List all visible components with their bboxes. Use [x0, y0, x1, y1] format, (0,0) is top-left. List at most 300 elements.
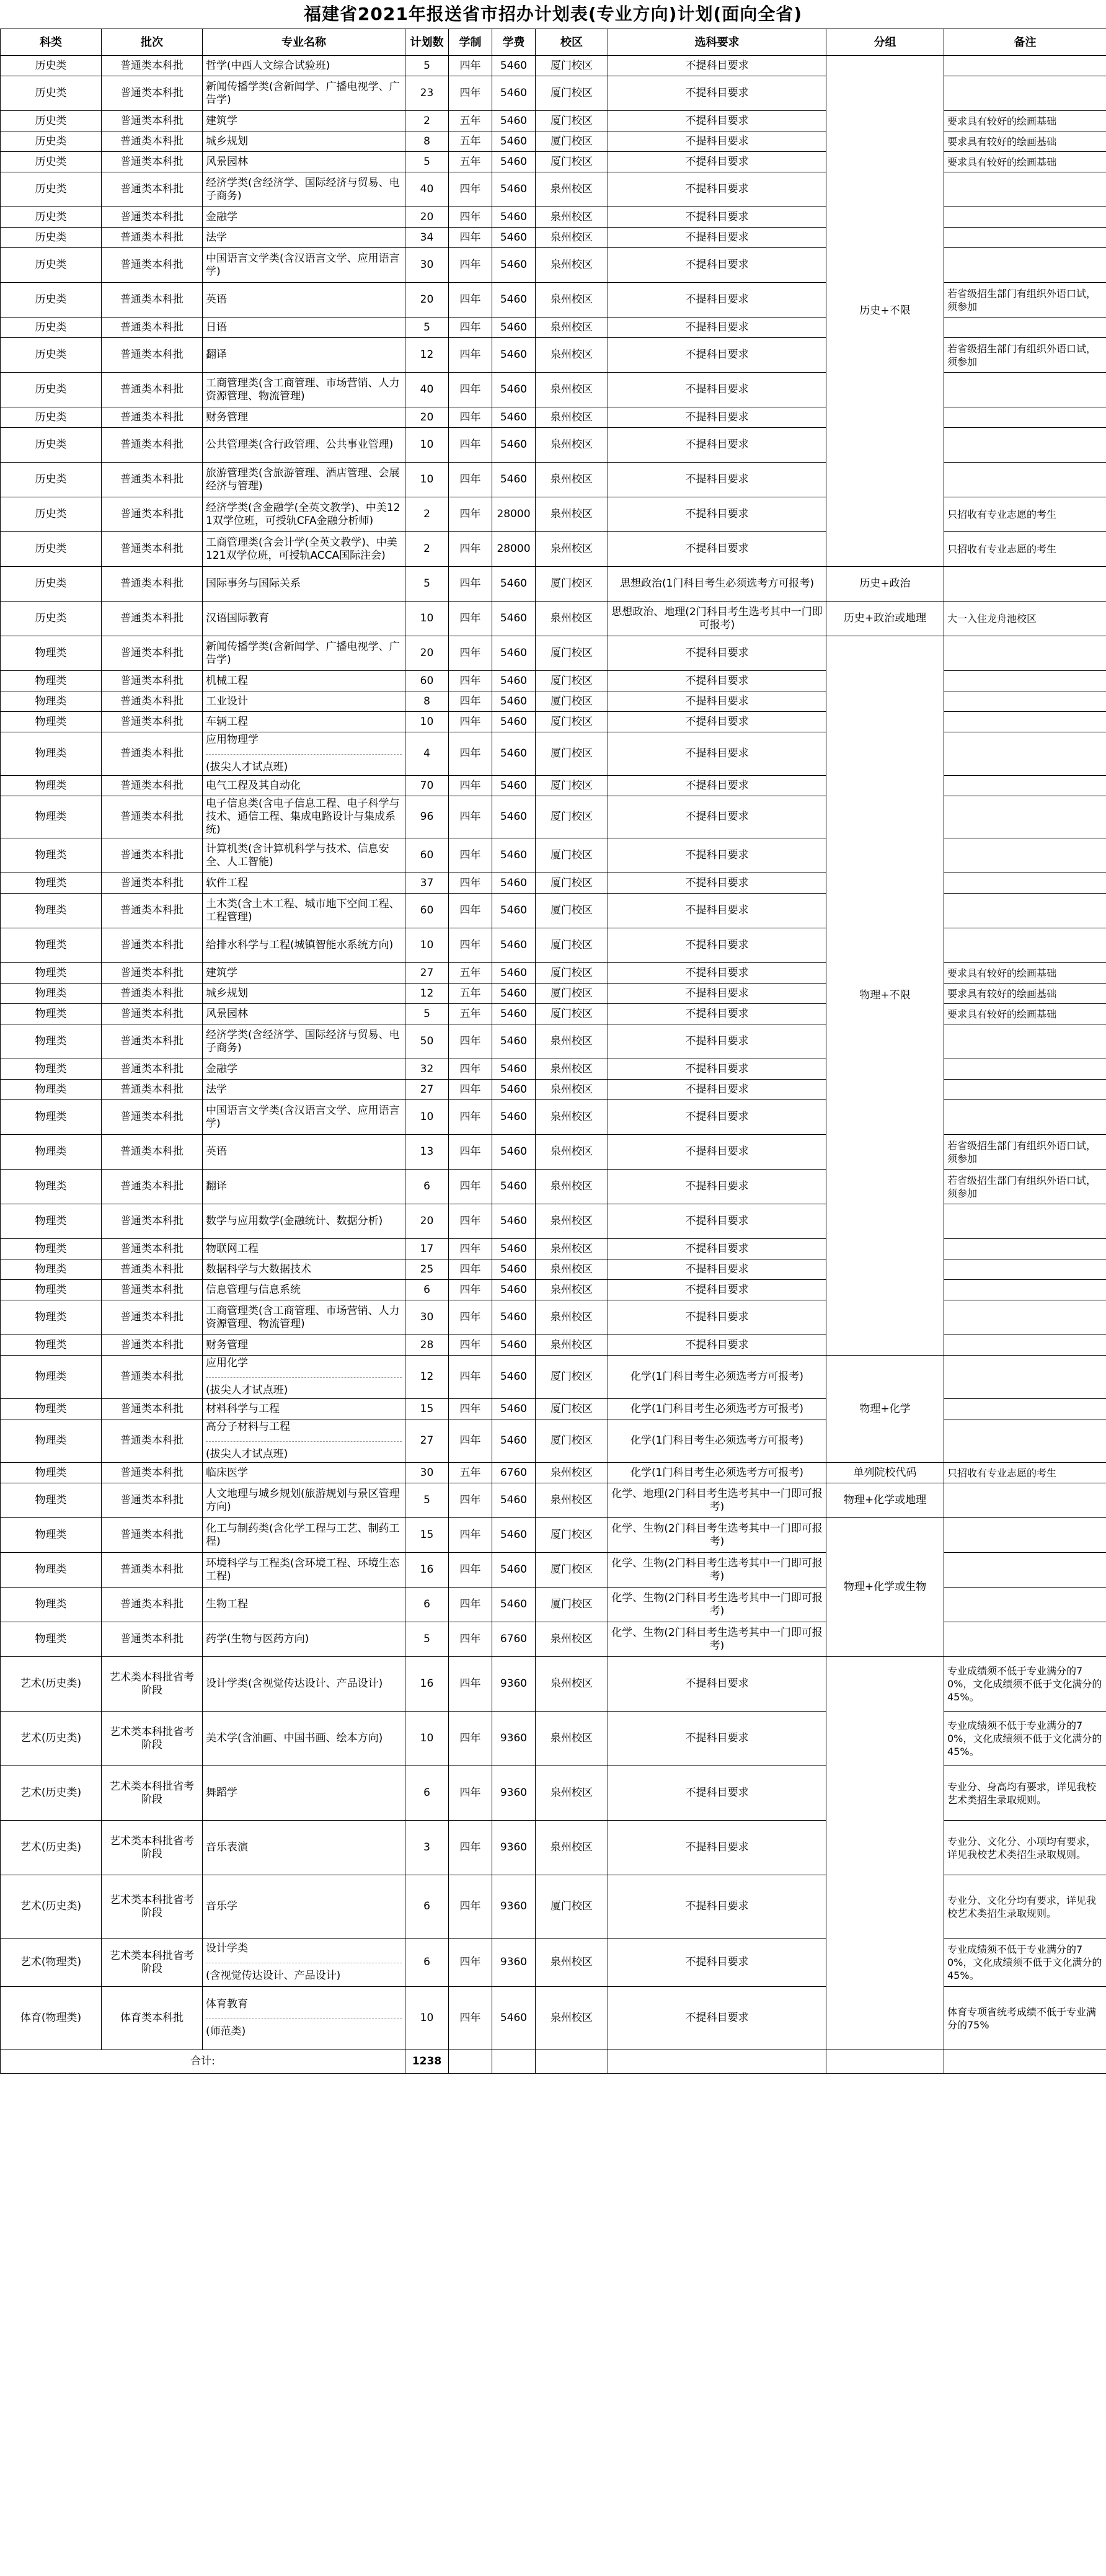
category-cell: 历史类 [1, 338, 102, 373]
remark-cell: 专业成绩须不低于专业满分的70%，文化成绩须不低于文化满分的45%。 [944, 1712, 1106, 1766]
remark-cell [944, 373, 1106, 407]
duration-cell: 四年 [449, 712, 492, 732]
plan-count-cell: 23 [405, 76, 449, 111]
campus-cell: 厦门校区 [536, 152, 608, 172]
table-row [1, 567, 1106, 602]
duration-cell: 四年 [449, 894, 492, 928]
tuition-cell: 5460 [492, 1588, 536, 1622]
table-row [1, 1657, 1106, 1712]
duration-cell: 四年 [449, 1135, 492, 1170]
duration-cell: 四年 [449, 1987, 492, 2050]
plan-count-cell: 16 [405, 1553, 449, 1588]
category-cell: 物理类 [1, 1419, 102, 1463]
subject-req-cell: 不提科目要求 [608, 283, 826, 318]
batch-cell: 普通类本科批 [102, 111, 203, 131]
major-cell: 工商管理类(含会计学(全英文教学)、中美121双学位班，可授轨ACCA国际注会) [203, 532, 405, 567]
plan-count-cell: 6 [405, 1939, 449, 1987]
batch-cell: 普通类本科批 [102, 838, 203, 873]
campus-cell: 厦门校区 [536, 76, 608, 111]
batch-cell: 普通类本科批 [102, 1080, 203, 1100]
duration-cell: 四年 [449, 1399, 492, 1419]
group-cell: 历史+政治或地理 [826, 602, 944, 636]
plan-count-cell: 30 [405, 248, 449, 283]
batch-cell: 普通类本科批 [102, 152, 203, 172]
category-cell: 历史类 [1, 567, 102, 602]
remark-cell [944, 838, 1106, 873]
remark-cell: 专业成绩须不低于专业满分的70%，文化成绩须不低于文化满分的45%。 [944, 1657, 1106, 1712]
batch-cell: 普通类本科批 [102, 497, 203, 532]
campus-cell: 厦门校区 [536, 56, 608, 76]
major-cell: 建筑学 [203, 111, 405, 131]
tuition-cell: 5460 [492, 691, 536, 712]
remark-cell [944, 76, 1106, 111]
plan-count-cell: 10 [405, 602, 449, 636]
campus-cell: 厦门校区 [536, 796, 608, 838]
remark-cell [944, 796, 1106, 838]
batch-cell: 艺术类本科批省考阶段 [102, 1875, 203, 1939]
plan-count-cell: 12 [405, 338, 449, 373]
remark-cell [944, 928, 1106, 963]
subject-req-cell: 不提科目要求 [608, 152, 826, 172]
campus-cell: 厦门校区 [536, 838, 608, 873]
batch-cell: 体育类本科批 [102, 1987, 203, 2050]
duration-cell: 四年 [449, 207, 492, 228]
category-cell: 历史类 [1, 318, 102, 338]
batch-cell: 普通类本科批 [102, 1135, 203, 1170]
plan-count-cell: 10 [405, 928, 449, 963]
major-cell: 经济学类(含经济学、国际经济与贸易、电子商务) [203, 1024, 405, 1059]
major-cell: 翻译 [203, 338, 405, 373]
duration-cell: 四年 [449, 407, 492, 428]
group-cell [826, 1657, 944, 2050]
category-cell: 艺术(历史类) [1, 1875, 102, 1939]
campus-cell: 厦门校区 [536, 1875, 608, 1939]
category-cell: 物理类 [1, 691, 102, 712]
remark-cell [944, 1553, 1106, 1588]
category-cell: 历史类 [1, 248, 102, 283]
header-cell: 学费 [492, 29, 536, 56]
duration-cell: 四年 [449, 1712, 492, 1766]
subject-req-cell: 不提科目要求 [608, 1766, 826, 1821]
category-cell: 物理类 [1, 636, 102, 671]
duration-cell: 四年 [449, 1766, 492, 1821]
tuition-cell: 5460 [492, 963, 536, 984]
duration-cell: 四年 [449, 1821, 492, 1875]
major-cell: 金融学 [203, 207, 405, 228]
category-cell: 物理类 [1, 1356, 102, 1399]
plan-count-cell: 50 [405, 1024, 449, 1059]
campus-cell: 厦门校区 [536, 776, 608, 796]
batch-cell: 普通类本科批 [102, 602, 203, 636]
campus-cell: 厦门校区 [536, 732, 608, 776]
campus-cell: 厦门校区 [536, 1518, 608, 1553]
category-cell: 物理类 [1, 1024, 102, 1059]
duration-cell: 四年 [449, 1483, 492, 1518]
campus-cell: 厦门校区 [536, 1588, 608, 1622]
plan-count-cell: 40 [405, 172, 449, 207]
major-cell [203, 1419, 405, 1463]
duration-cell: 四年 [449, 776, 492, 796]
duration-cell: 四年 [449, 1356, 492, 1399]
batch-cell: 艺术类本科批省考阶段 [102, 1766, 203, 1821]
remark-cell: 专业分、文化分均有要求，详见我校艺术类招生录取规则。 [944, 1875, 1106, 1939]
major-cell: 音乐学 [203, 1875, 405, 1939]
remark-cell [944, 228, 1106, 248]
duration-cell: 四年 [449, 463, 492, 497]
subject-req-cell: 不提科目要求 [608, 111, 826, 131]
campus-cell: 厦门校区 [536, 131, 608, 152]
plan-count-cell: 2 [405, 532, 449, 567]
duration-cell: 四年 [449, 1518, 492, 1553]
duration-cell: 四年 [449, 1170, 492, 1204]
group-cell: 物理+不限 [826, 636, 944, 1356]
major-cell: 生物工程 [203, 1588, 405, 1622]
batch-cell: 普通类本科批 [102, 1356, 203, 1399]
plan-count-cell: 16 [405, 1657, 449, 1712]
tuition-cell: 9360 [492, 1712, 536, 1766]
duration-cell: 四年 [449, 56, 492, 76]
tuition-cell: 5460 [492, 407, 536, 428]
major-cell: 经济学类(含经济学、国际经济与贸易、电子商务) [203, 172, 405, 207]
tuition-cell: 5460 [492, 463, 536, 497]
campus-cell: 厦门校区 [536, 712, 608, 732]
plan-count-cell: 27 [405, 963, 449, 984]
remark-cell: 专业成绩须不低于专业满分的70%，文化成绩须不低于文化满分的45%。 [944, 1939, 1106, 1987]
major-cell: 法学 [203, 1080, 405, 1100]
remark-cell: 专业分、身高均有要求，详见我校艺术类招生录取规则。 [944, 1766, 1106, 1821]
campus-cell: 泉州校区 [536, 1821, 608, 1875]
remark-cell: 只招收有专业志愿的考生 [944, 1463, 1106, 1483]
tuition-cell: 5460 [492, 567, 536, 602]
remark-cell [944, 1239, 1106, 1259]
duration-cell: 四年 [449, 636, 492, 671]
subject-req-cell: 化学(1门科目考生必须选考方可报考) [608, 1356, 826, 1399]
major-cell: 临床医学 [203, 1463, 405, 1483]
duration-cell: 五年 [449, 1004, 492, 1024]
subject-req-cell: 不提科目要求 [608, 838, 826, 873]
group-cell: 物理+化学或生物 [826, 1518, 944, 1657]
major-cell: 城乡规划 [203, 131, 405, 152]
table-row [1, 1356, 1106, 1399]
plan-count-cell: 37 [405, 873, 449, 894]
major-name: 设计学类 [206, 1942, 248, 1955]
major-sublabel: (含视觉传达设计、产品设计) [206, 1963, 402, 1983]
table-row [1, 602, 1106, 636]
category-cell: 物理类 [1, 671, 102, 691]
major-cell: 土木类(含土木工程、城市地下空间工程、工程管理) [203, 894, 405, 928]
campus-cell: 厦门校区 [536, 567, 608, 602]
tuition-cell: 5460 [492, 207, 536, 228]
duration-cell: 四年 [449, 1300, 492, 1335]
category-cell: 物理类 [1, 1100, 102, 1135]
batch-cell: 普通类本科批 [102, 894, 203, 928]
tuition-cell: 5460 [492, 796, 536, 838]
tuition-cell: 5460 [492, 984, 536, 1004]
batch-cell: 普通类本科批 [102, 1100, 203, 1135]
tuition-cell: 6760 [492, 1622, 536, 1657]
table-row [1, 636, 1106, 671]
duration-cell: 四年 [449, 1553, 492, 1588]
subject-req-cell: 不提科目要求 [608, 131, 826, 152]
plan-count-cell: 10 [405, 1712, 449, 1766]
remark-cell: 要求具有较好的绘画基础 [944, 1004, 1106, 1024]
batch-cell: 普通类本科批 [102, 283, 203, 318]
tuition-cell: 5460 [492, 1100, 536, 1135]
major-cell: 风景园林 [203, 1004, 405, 1024]
major-cell: 风景园林 [203, 152, 405, 172]
table-row [1, 1518, 1106, 1553]
plan-count-cell: 20 [405, 407, 449, 428]
plan-count-cell: 2 [405, 497, 449, 532]
category-cell: 历史类 [1, 131, 102, 152]
tuition-cell: 5460 [492, 1419, 536, 1463]
major-cell: 化工与制药类(含化学工程与工艺、制药工程) [203, 1518, 405, 1553]
tuition-cell: 5460 [492, 1518, 536, 1553]
subject-req-cell: 不提科目要求 [608, 873, 826, 894]
duration-cell: 四年 [449, 873, 492, 894]
major-cell: 舞蹈学 [203, 1766, 405, 1821]
subject-req-cell: 不提科目要求 [608, 691, 826, 712]
category-cell: 物理类 [1, 1239, 102, 1259]
duration-cell: 四年 [449, 1100, 492, 1135]
batch-cell: 普通类本科批 [102, 1588, 203, 1622]
group-cell: 历史+不限 [826, 56, 944, 567]
remark-cell [944, 1356, 1106, 1399]
duration-cell: 四年 [449, 1280, 492, 1300]
duration-cell: 四年 [449, 428, 492, 463]
plan-count-cell: 28 [405, 1335, 449, 1356]
category-cell: 体育(物理类) [1, 1987, 102, 2050]
header-cell: 批次 [102, 29, 203, 56]
category-cell: 物理类 [1, 894, 102, 928]
total-value: 1238 [405, 2050, 449, 2074]
campus-cell: 泉州校区 [536, 1766, 608, 1821]
major-cell: 旅游管理类(含旅游管理、酒店管理、会展经济与管理) [203, 463, 405, 497]
tuition-cell: 9360 [492, 1657, 536, 1712]
campus-cell: 厦门校区 [536, 928, 608, 963]
plan-count-cell: 5 [405, 318, 449, 338]
major-cell: 经济学类(含金融学(全英文教学)、中美121双学位班，可授轨CFA金融分析师) [203, 497, 405, 532]
remark-cell [944, 1280, 1106, 1300]
subject-req-cell: 思想政治(1门科目考生必须选考方可报考) [608, 567, 826, 602]
category-cell: 物理类 [1, 1622, 102, 1657]
plan-count-cell: 5 [405, 152, 449, 172]
category-cell: 物理类 [1, 1004, 102, 1024]
total-row [1, 2050, 1106, 2074]
remark-cell [944, 1483, 1106, 1518]
remark-cell [944, 56, 1106, 76]
subject-req-cell: 化学(1门科目考生必须选考方可报考) [608, 1463, 826, 1483]
duration-cell: 四年 [449, 1259, 492, 1280]
category-cell: 物理类 [1, 1399, 102, 1419]
campus-cell: 厦门校区 [536, 1419, 608, 1463]
major-name: 高分子材料与工程 [206, 1421, 290, 1433]
tuition-cell: 5460 [492, 838, 536, 873]
duration-cell: 五年 [449, 963, 492, 984]
campus-cell: 厦门校区 [536, 111, 608, 131]
remark-cell [944, 671, 1106, 691]
batch-cell: 普通类本科批 [102, 1004, 203, 1024]
category-cell: 物理类 [1, 1204, 102, 1239]
category-cell: 物理类 [1, 1080, 102, 1100]
subject-req-cell: 不提科目要求 [608, 318, 826, 338]
duration-cell: 四年 [449, 76, 492, 111]
tuition-cell: 5460 [492, 602, 536, 636]
tuition-cell: 5460 [492, 1987, 536, 2050]
category-cell: 历史类 [1, 228, 102, 248]
remark-cell [944, 1335, 1106, 1356]
major-cell: 音乐表演 [203, 1821, 405, 1875]
tuition-cell: 5460 [492, 1335, 536, 1356]
remark-cell: 大一入住龙舟池校区 [944, 602, 1106, 636]
tuition-cell: 5460 [492, 228, 536, 248]
remark-cell: 要求具有较好的绘画基础 [944, 131, 1106, 152]
batch-cell: 普通类本科批 [102, 776, 203, 796]
campus-cell: 泉州校区 [536, 1335, 608, 1356]
duration-cell: 四年 [449, 283, 492, 318]
category-cell: 物理类 [1, 1300, 102, 1335]
plan-count-cell: 6 [405, 1766, 449, 1821]
subject-req-cell: 不提科目要求 [608, 1059, 826, 1080]
remark-cell [944, 1300, 1106, 1335]
remark-cell [944, 207, 1106, 228]
plan-count-cell: 10 [405, 1100, 449, 1135]
campus-cell: 泉州校区 [536, 228, 608, 248]
subject-req-cell: 不提科目要求 [608, 1024, 826, 1059]
major-cell: 电子信息类(含电子信息工程、电子科学与技术、通信工程、集成电路设计与集成系统) [203, 796, 405, 838]
category-cell: 物理类 [1, 1059, 102, 1080]
plan-count-cell: 34 [405, 228, 449, 248]
major-cell: 给排水科学与工程(城镇智能水系统方向) [203, 928, 405, 963]
major-cell: 材料科学与工程 [203, 1399, 405, 1419]
batch-cell: 普通类本科批 [102, 1239, 203, 1259]
campus-cell: 泉州校区 [536, 1300, 608, 1335]
major-cell: 日语 [203, 318, 405, 338]
campus-cell: 泉州校区 [536, 463, 608, 497]
campus-cell: 泉州校区 [536, 532, 608, 567]
duration-cell: 四年 [449, 248, 492, 283]
batch-cell: 普通类本科批 [102, 1059, 203, 1080]
subject-req-cell: 不提科目要求 [608, 497, 826, 532]
batch-cell: 普通类本科批 [102, 318, 203, 338]
major-cell: 国际事务与国际关系 [203, 567, 405, 602]
batch-cell: 普通类本科批 [102, 248, 203, 283]
campus-cell: 厦门校区 [536, 671, 608, 691]
subject-req-cell: 不提科目要求 [608, 463, 826, 497]
tuition-cell: 5460 [492, 873, 536, 894]
plan-count-cell: 6 [405, 1170, 449, 1204]
remark-cell [944, 567, 1106, 602]
batch-cell: 普通类本科批 [102, 796, 203, 838]
plan-count-cell: 6 [405, 1875, 449, 1939]
header-cell: 计划数 [405, 29, 449, 56]
duration-cell: 四年 [449, 1419, 492, 1463]
batch-cell: 普通类本科批 [102, 984, 203, 1004]
batch-cell: 普通类本科批 [102, 373, 203, 407]
plan-count-cell: 70 [405, 776, 449, 796]
remark-cell [944, 428, 1106, 463]
campus-cell: 厦门校区 [536, 984, 608, 1004]
batch-cell: 艺术类本科批省考阶段 [102, 1939, 203, 1987]
subject-req-cell: 不提科目要求 [608, 1280, 826, 1300]
category-cell: 历史类 [1, 497, 102, 532]
plan-count-cell: 10 [405, 463, 449, 497]
subject-req-cell: 不提科目要求 [608, 984, 826, 1004]
batch-cell: 普通类本科批 [102, 338, 203, 373]
campus-cell: 泉州校区 [536, 1622, 608, 1657]
campus-cell: 厦门校区 [536, 1399, 608, 1419]
plan-count-cell: 10 [405, 712, 449, 732]
tuition-cell: 5460 [492, 1204, 536, 1239]
tuition-cell: 5460 [492, 1280, 536, 1300]
plan-count-cell: 6 [405, 1280, 449, 1300]
plan-count-cell: 32 [405, 1059, 449, 1080]
category-cell: 物理类 [1, 1553, 102, 1588]
major-cell: 新闻传播学类(含新闻学、广播电视学、广告学) [203, 636, 405, 671]
campus-cell: 泉州校区 [536, 1204, 608, 1239]
tuition-cell: 9360 [492, 1766, 536, 1821]
major-cell: 法学 [203, 228, 405, 248]
tuition-cell: 9360 [492, 1821, 536, 1875]
duration-cell: 四年 [449, 732, 492, 776]
duration-cell: 五年 [449, 984, 492, 1004]
major-sublabel: (拔尖人才试点班) [206, 754, 402, 774]
campus-cell: 泉州校区 [536, 1135, 608, 1170]
major-cell [203, 1939, 405, 1987]
subject-req-cell: 不提科目要求 [608, 373, 826, 407]
remark-cell: 要求具有较好的绘画基础 [944, 963, 1106, 984]
header-cell: 选科要求 [608, 29, 826, 56]
campus-cell: 泉州校区 [536, 407, 608, 428]
duration-cell: 四年 [449, 532, 492, 567]
batch-cell: 普通类本科批 [102, 1259, 203, 1280]
duration-cell: 四年 [449, 373, 492, 407]
major-cell: 英语 [203, 1135, 405, 1170]
duration-cell: 四年 [449, 1080, 492, 1100]
batch-cell: 普通类本科批 [102, 1280, 203, 1300]
remark-cell [944, 1622, 1106, 1657]
subject-req-cell: 不提科目要求 [608, 671, 826, 691]
batch-cell: 普通类本科批 [102, 131, 203, 152]
major-cell: 财务管理 [203, 1335, 405, 1356]
tuition-cell: 28000 [492, 497, 536, 532]
subject-req-cell: 不提科目要求 [608, 1987, 826, 2050]
remark-cell [944, 1399, 1106, 1419]
duration-cell: 四年 [449, 838, 492, 873]
subject-req-cell: 不提科目要求 [608, 796, 826, 838]
tuition-cell: 5460 [492, 1080, 536, 1100]
campus-cell: 厦门校区 [536, 963, 608, 984]
subject-req-cell: 不提科目要求 [608, 636, 826, 671]
category-cell: 历史类 [1, 407, 102, 428]
major-cell [203, 1356, 405, 1399]
plan-count-cell: 8 [405, 131, 449, 152]
header-cell: 校区 [536, 29, 608, 56]
plan-count-cell: 10 [405, 1987, 449, 2050]
plan-count-cell: 5 [405, 567, 449, 602]
duration-cell: 五年 [449, 111, 492, 131]
page-title: 福建省2021年报送省市招办计划表(专业方向)计划(面向全省) [303, 4, 803, 24]
batch-cell: 普通类本科批 [102, 636, 203, 671]
plan-count-cell: 40 [405, 373, 449, 407]
category-cell: 物理类 [1, 1280, 102, 1300]
category-cell: 艺术(物理类) [1, 1939, 102, 1987]
major-cell: 电气工程及其自动化 [203, 776, 405, 796]
campus-cell: 泉州校区 [536, 1059, 608, 1080]
plan-count-cell: 20 [405, 207, 449, 228]
subject-req-cell: 不提科目要求 [608, 1712, 826, 1766]
remark-cell [944, 463, 1106, 497]
